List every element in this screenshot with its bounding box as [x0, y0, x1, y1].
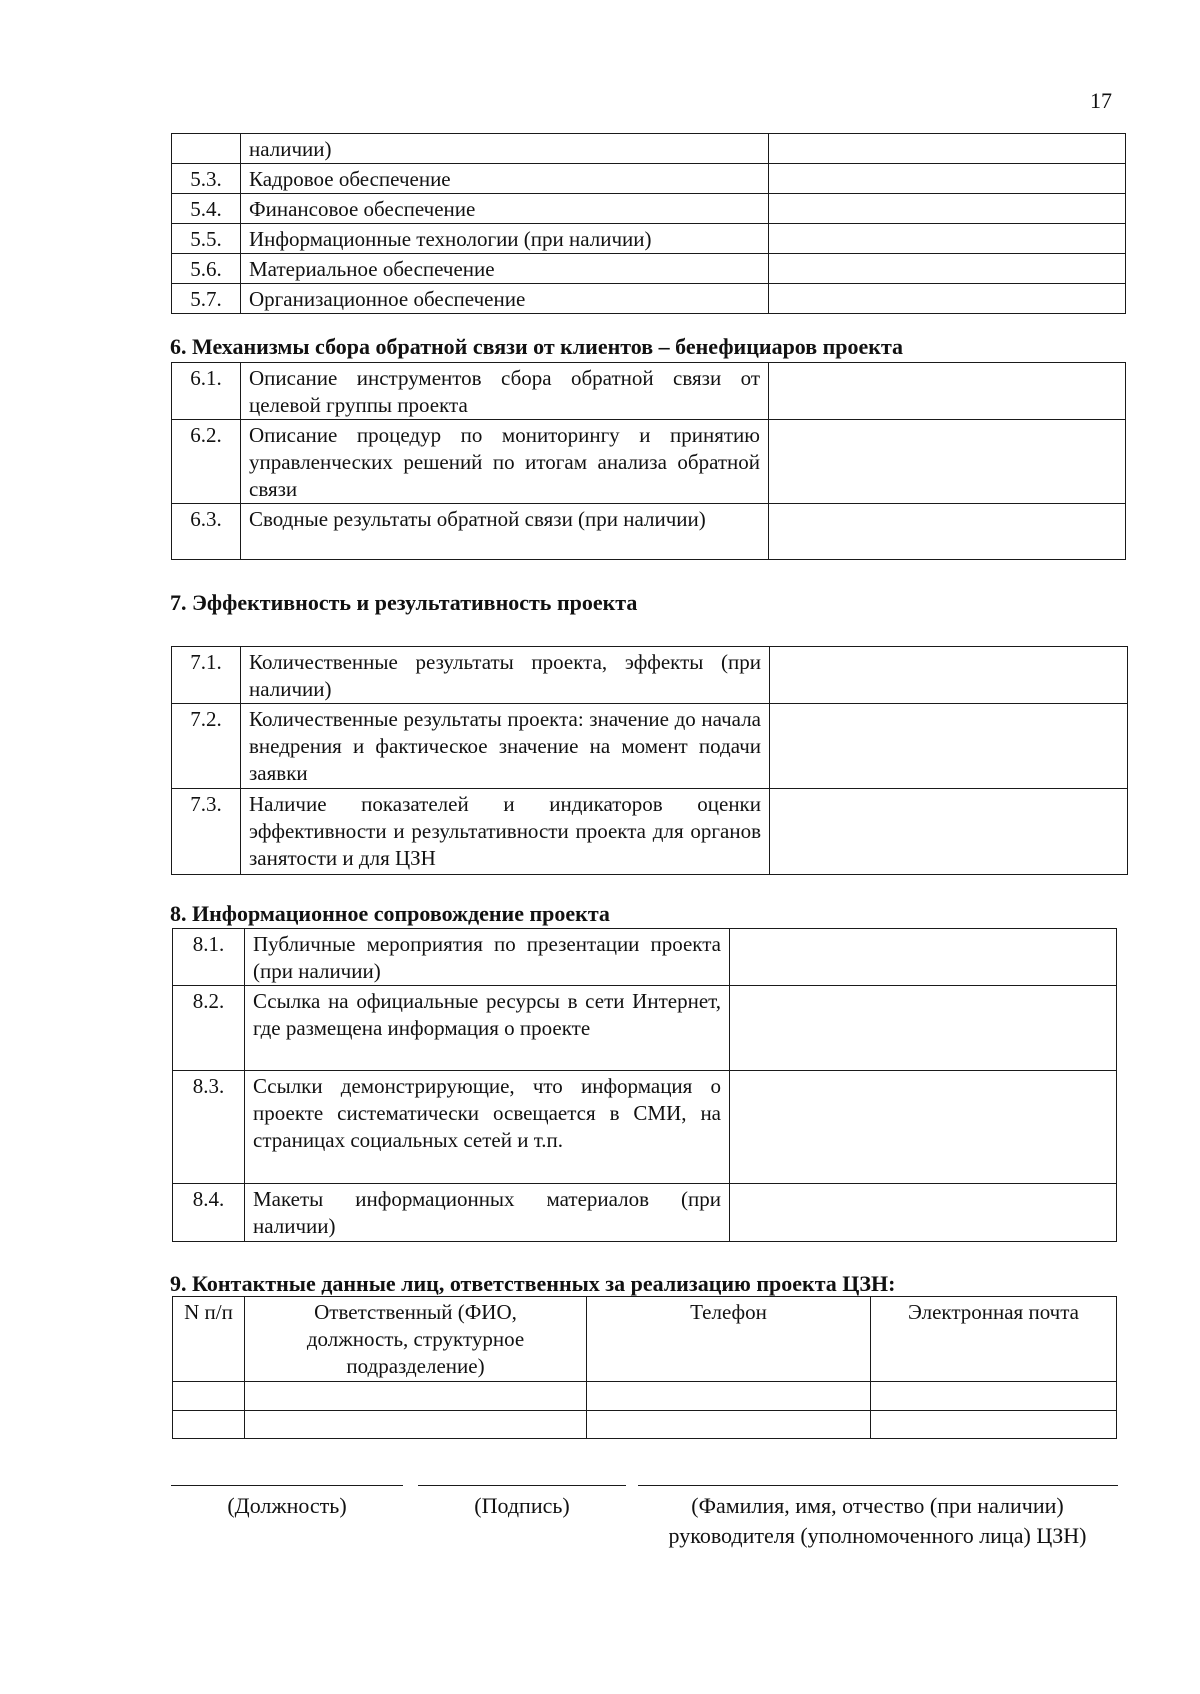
row-number [172, 134, 241, 164]
row-label: Наличие показателей и индикаторов оценки эффективности и результативности проекта для органов занятости и для ЦЗН [241, 789, 770, 875]
row-number: 5.5. [172, 224, 241, 254]
table-row [173, 986, 1117, 1071]
row-number: 6.3. [172, 504, 241, 560]
table-row [172, 194, 1126, 224]
row-label: Описание инструментов сбора обратной связи от целевой группы проекта [241, 363, 769, 420]
row-label: Информационные технологии (при наличии) [241, 224, 769, 254]
table-row [173, 929, 1117, 986]
value-cell[interactable] [769, 164, 1126, 194]
section-7-title: 7. Эффективность и результативность проекта [170, 590, 638, 615]
signature-line [418, 1485, 626, 1486]
section-9-title: 9. Контактные данные лиц, ответственных за реализацию проекта ЦЗН: [170, 1271, 896, 1296]
table-row [172, 254, 1126, 284]
row-number: 5.4. [172, 194, 241, 224]
header-row [173, 1297, 1117, 1382]
num-cell[interactable] [173, 1411, 245, 1439]
section7-table [171, 646, 1128, 875]
phone-cell[interactable] [587, 1411, 871, 1439]
row-number: 8.2. [173, 986, 245, 1071]
phone-cell[interactable] [587, 1382, 871, 1411]
row-label: Финансовое обеспечение [241, 194, 769, 224]
contacts-table [172, 1296, 1117, 1439]
header-responsible: Ответственный (ФИО, должность, структурное подразделение) [245, 1297, 587, 1382]
row-number: 5.7. [172, 284, 241, 314]
row-number: 8.3. [173, 1071, 245, 1184]
row-number: 7.2. [172, 704, 241, 789]
row-label: Организационное обеспечение [241, 284, 769, 314]
email-cell[interactable] [871, 1382, 1117, 1411]
table-row [173, 1411, 1117, 1439]
table-row [172, 647, 1128, 704]
value-cell[interactable] [730, 929, 1117, 986]
table-row [172, 789, 1128, 875]
table-row [172, 363, 1126, 420]
section6-table [171, 362, 1126, 560]
num-cell[interactable] [173, 1382, 245, 1411]
row-number: 7.1. [172, 647, 241, 704]
row-label: Ссылка на официальные ресурсы в сети Интернет, где размещена информация о проекте [245, 986, 730, 1071]
value-cell[interactable] [730, 1071, 1117, 1184]
table-row [172, 224, 1126, 254]
table-row [172, 704, 1128, 789]
responsible-cell[interactable] [245, 1382, 587, 1411]
name-caption: (Фамилия, имя, отчество (при наличии) руководителя (уполномоченного лица) ЦЗН) [668, 1493, 1087, 1548]
position-line [171, 1485, 403, 1486]
header-email: Электронная почта [871, 1297, 1117, 1382]
row-number: 6.2. [172, 420, 241, 504]
table-row [172, 134, 1126, 164]
value-cell[interactable] [770, 704, 1128, 789]
row-number: 7.3. [172, 789, 241, 875]
table-row [172, 504, 1126, 560]
row-label: Ссылки демонстрирующие, что информация о проекте систематически освещается в СМИ, на страницах социальных сетей и т.п. [245, 1071, 730, 1184]
value-cell[interactable] [769, 134, 1126, 164]
name-line [638, 1485, 1118, 1486]
row-label: Описание процедур по мониторингу и принятию управленческих решений по итогам анализа обратной связи [241, 420, 769, 504]
value-cell[interactable] [769, 363, 1126, 420]
row-number: 8.4. [173, 1184, 245, 1242]
header-phone: Телефон [587, 1297, 871, 1382]
row-number: 5.6. [172, 254, 241, 284]
value-cell[interactable] [769, 504, 1126, 560]
position-caption: (Должность) [227, 1493, 347, 1518]
row-label: Макеты информационных материалов (при наличии) [245, 1184, 730, 1242]
row-label: Материальное обеспечение [241, 254, 769, 284]
row-label: Количественные результаты проекта, эффекты (при наличии) [241, 647, 770, 704]
table-row [173, 1071, 1117, 1184]
value-cell[interactable] [730, 986, 1117, 1071]
page-number: 17 [1090, 88, 1112, 113]
section-6-title: 6. Механизмы сбора обратной связи от клиентов – бенефициаров проекта [170, 334, 904, 359]
value-cell[interactable] [769, 254, 1126, 284]
table-row [172, 420, 1126, 504]
signature-caption: (Подпись) [474, 1493, 570, 1518]
section5-table [171, 133, 1126, 314]
email-cell[interactable] [871, 1411, 1117, 1439]
value-cell[interactable] [769, 284, 1126, 314]
table-row [173, 1382, 1117, 1411]
row-label: Публичные мероприятия по презентации проекта (при наличии) [245, 929, 730, 986]
row-number: 5.3. [172, 164, 241, 194]
row-label: Количественные результаты проекта: значение до начала внедрения и фактическое значение на момент подачи заявки [241, 704, 770, 789]
table-row [172, 284, 1126, 314]
value-cell[interactable] [770, 647, 1128, 704]
value-cell[interactable] [769, 194, 1126, 224]
row-label: Сводные результаты обратной связи (при наличии) [241, 504, 769, 560]
value-cell[interactable] [770, 789, 1128, 875]
value-cell[interactable] [730, 1184, 1117, 1242]
row-label: наличии) [241, 134, 769, 164]
table-row [173, 1184, 1117, 1242]
section8-table [172, 928, 1117, 1242]
row-label: Кадровое обеспечение [241, 164, 769, 194]
row-number: 8.1. [173, 929, 245, 986]
table-row [172, 164, 1126, 194]
header-num: N п/п [173, 1297, 245, 1382]
value-cell[interactable] [769, 224, 1126, 254]
row-number: 6.1. [172, 363, 241, 420]
value-cell[interactable] [769, 420, 1126, 504]
section-8-title: 8. Информационное сопровождение проекта [170, 901, 610, 926]
responsible-cell[interactable] [245, 1411, 587, 1439]
